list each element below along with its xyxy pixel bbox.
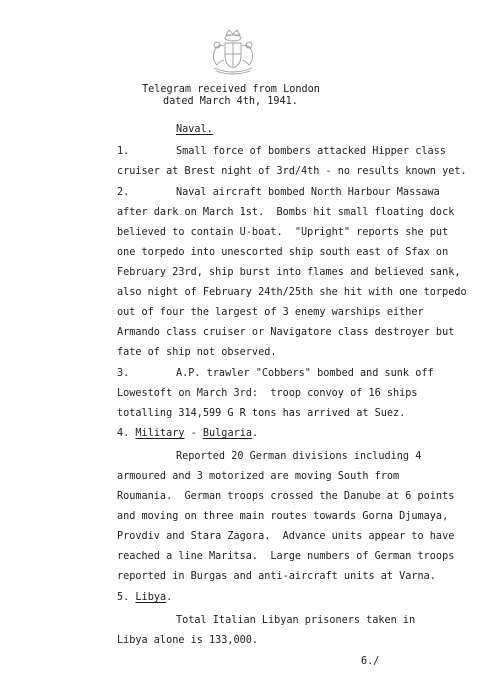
- paragraph-line: Small force of bombers attacked Hipper class: [176, 146, 446, 157]
- section-heading-military: [117, 428, 258, 440]
- paragraph-line: Naval aircraft bombed North Harbour Massawa: [176, 187, 440, 198]
- paragraph-line: after dark on March 1st. Bombs hit small floating dock: [117, 207, 455, 218]
- paragraph-line: February 23rd, ship burst into flames and believed sank,: [117, 267, 461, 278]
- telegram-date: dated March 4th, 1941.: [163, 96, 298, 107]
- paragraph-line: fate of ship not observed.: [117, 347, 277, 358]
- paragraph-line: also night of February 24th/25th she hit with one torpedo: [117, 287, 467, 298]
- paragraph-line: A.P. trawler "Cobbers" bombed and sunk off: [176, 368, 434, 379]
- paragraph-number: 4.: [117, 428, 130, 439]
- heading-bulgaria: Bulgaria: [202, 428, 252, 439]
- heading-separator: -: [184, 428, 203, 439]
- paragraph-line: one torpedo into unescorted ship south east of Sfax on: [117, 247, 449, 258]
- royal-crest-emblem: [206, 26, 260, 76]
- paragraph-line: Libya alone is 133,000.: [117, 635, 259, 646]
- paragraph-number: 5.: [117, 592, 130, 603]
- section-heading-naval: Naval.: [176, 124, 213, 135]
- paragraph-line: cruiser at Brest night of 3rd/4th - no results known yet.: [117, 166, 467, 177]
- paragraph-line: and moving on three main routes towards Gorna Djumaya,: [117, 511, 449, 522]
- heading-period: .: [166, 592, 173, 603]
- heading-libya: Libya: [135, 592, 167, 603]
- paragraph-number: 3.: [117, 368, 130, 379]
- paragraph-number: 1.: [117, 146, 130, 157]
- page-continuation-marker: 6./: [361, 656, 380, 667]
- paragraph-line: believed to contain U-boat. "Upright" reports she put: [117, 227, 449, 238]
- paragraph-line: reported in Burgas and anti-aircraft units at Varna.: [117, 571, 436, 582]
- paragraph-line: Provdiv and Stara Zagora. Advance units appear to have: [117, 531, 455, 542]
- paragraph-line: Reported 20 German divisions including 4: [176, 451, 422, 462]
- paragraph-line: out of four the largest of 3 enemy warships either: [117, 307, 424, 318]
- telegram-title: Telegram received from London: [142, 84, 320, 95]
- paragraph-line: armoured and 3 motorized are moving South from: [117, 471, 400, 482]
- paragraph-number: 2.: [117, 187, 130, 198]
- heading-period: .: [251, 428, 259, 439]
- heading-military: Military: [135, 428, 185, 439]
- section-heading-libya: [117, 592, 172, 604]
- paragraph-line: Total Italian Libyan prisoners taken in: [176, 615, 416, 626]
- paragraph-line: totalling 314,599 G R tons has arrived at Suez.: [117, 408, 406, 419]
- paragraph-line: reached a line Maritsa. Large numbers of German troops: [117, 551, 455, 562]
- paragraph-line: Armando class cruiser or Navigatore class destroyer but: [117, 327, 455, 338]
- paragraph-line: Roumania. German troops crossed the Danube at 6 points: [117, 491, 455, 502]
- paragraph-line: Lowestoft on March 3rd: troop convoy of 16 ships: [117, 388, 418, 399]
